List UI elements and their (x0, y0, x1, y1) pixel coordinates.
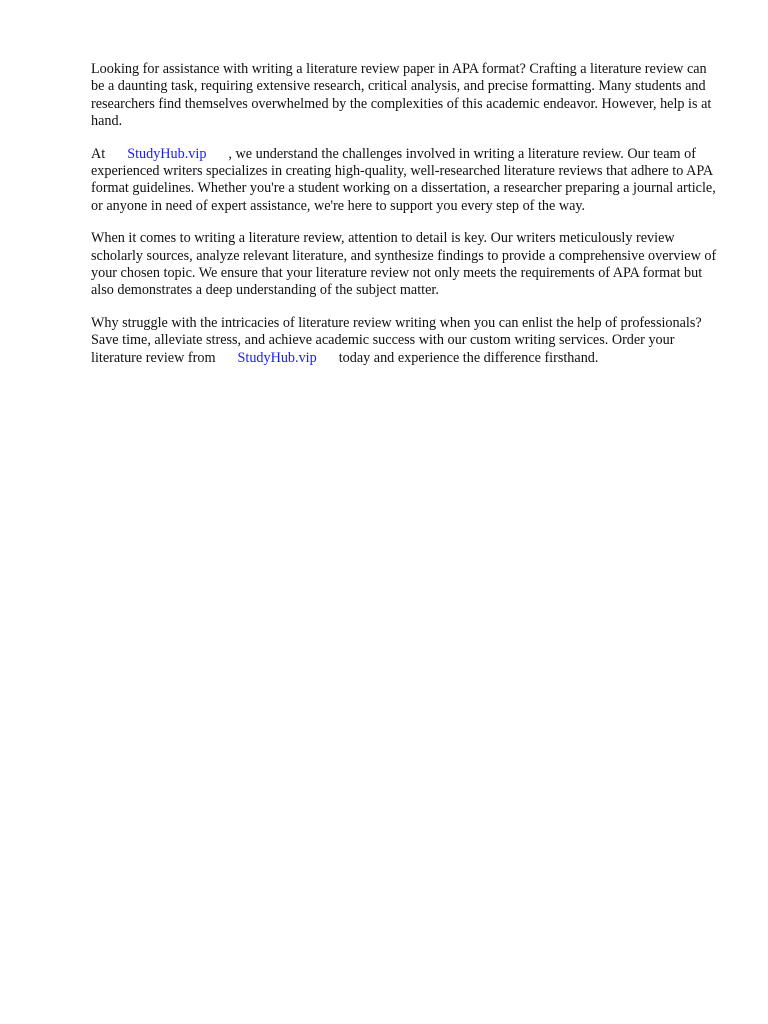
document-body (91, 61, 721, 382)
closing-paragraph (91, 315, 721, 367)
about-paragraph-rest: , we understand the challenges involved in writing a literature review. Our team of experienced writers specializes in creating high-quality, well-researched literature reviews that adhere to APA format guidelines. Whether you're a student working on a dissertation, a researcher preparing a journal article, or anyone in need of expert assistance, we're here to support you every step of the way. (91, 145, 716, 214)
detail-paragraph: When it comes to writing a literature review, attention to detail is key. Our writers meticulously review scholarly sources, analyze relevant literature, and synthesize findings to provide a comprehensive overview of your chosen topic. We ensure that your literature review not only meets the requirements of APA format but also demonstrates a deep understanding of the subject matter. (91, 230, 717, 299)
studyhub-order-link[interactable]: StudyHub.vip (237, 349, 317, 366)
studyhub-link[interactable]: StudyHub.vip (127, 145, 207, 162)
about-paragraph (91, 146, 721, 216)
closing-paragraph-rest: today and experience the difference firsthand. (338, 349, 599, 366)
about-paragraph-lead: At (91, 145, 106, 162)
closing-paragraph-lead: Why struggle with the intricacies of literature review writing when you can enlist the help of professionals? Save time, alleviate stress, and achieve academic success with our custom writing services. Order your literature review from (91, 314, 702, 366)
intro-paragraph: Looking for assistance with writing a literature review paper in APA format? Crafting a literature review can be a daunting task, requiring extensive research, critical analysis, and precise formatting. Many students and researchers find themselves overwhelmed by the complexities of this academic endeavor. However, help is at hand. (91, 61, 712, 130)
